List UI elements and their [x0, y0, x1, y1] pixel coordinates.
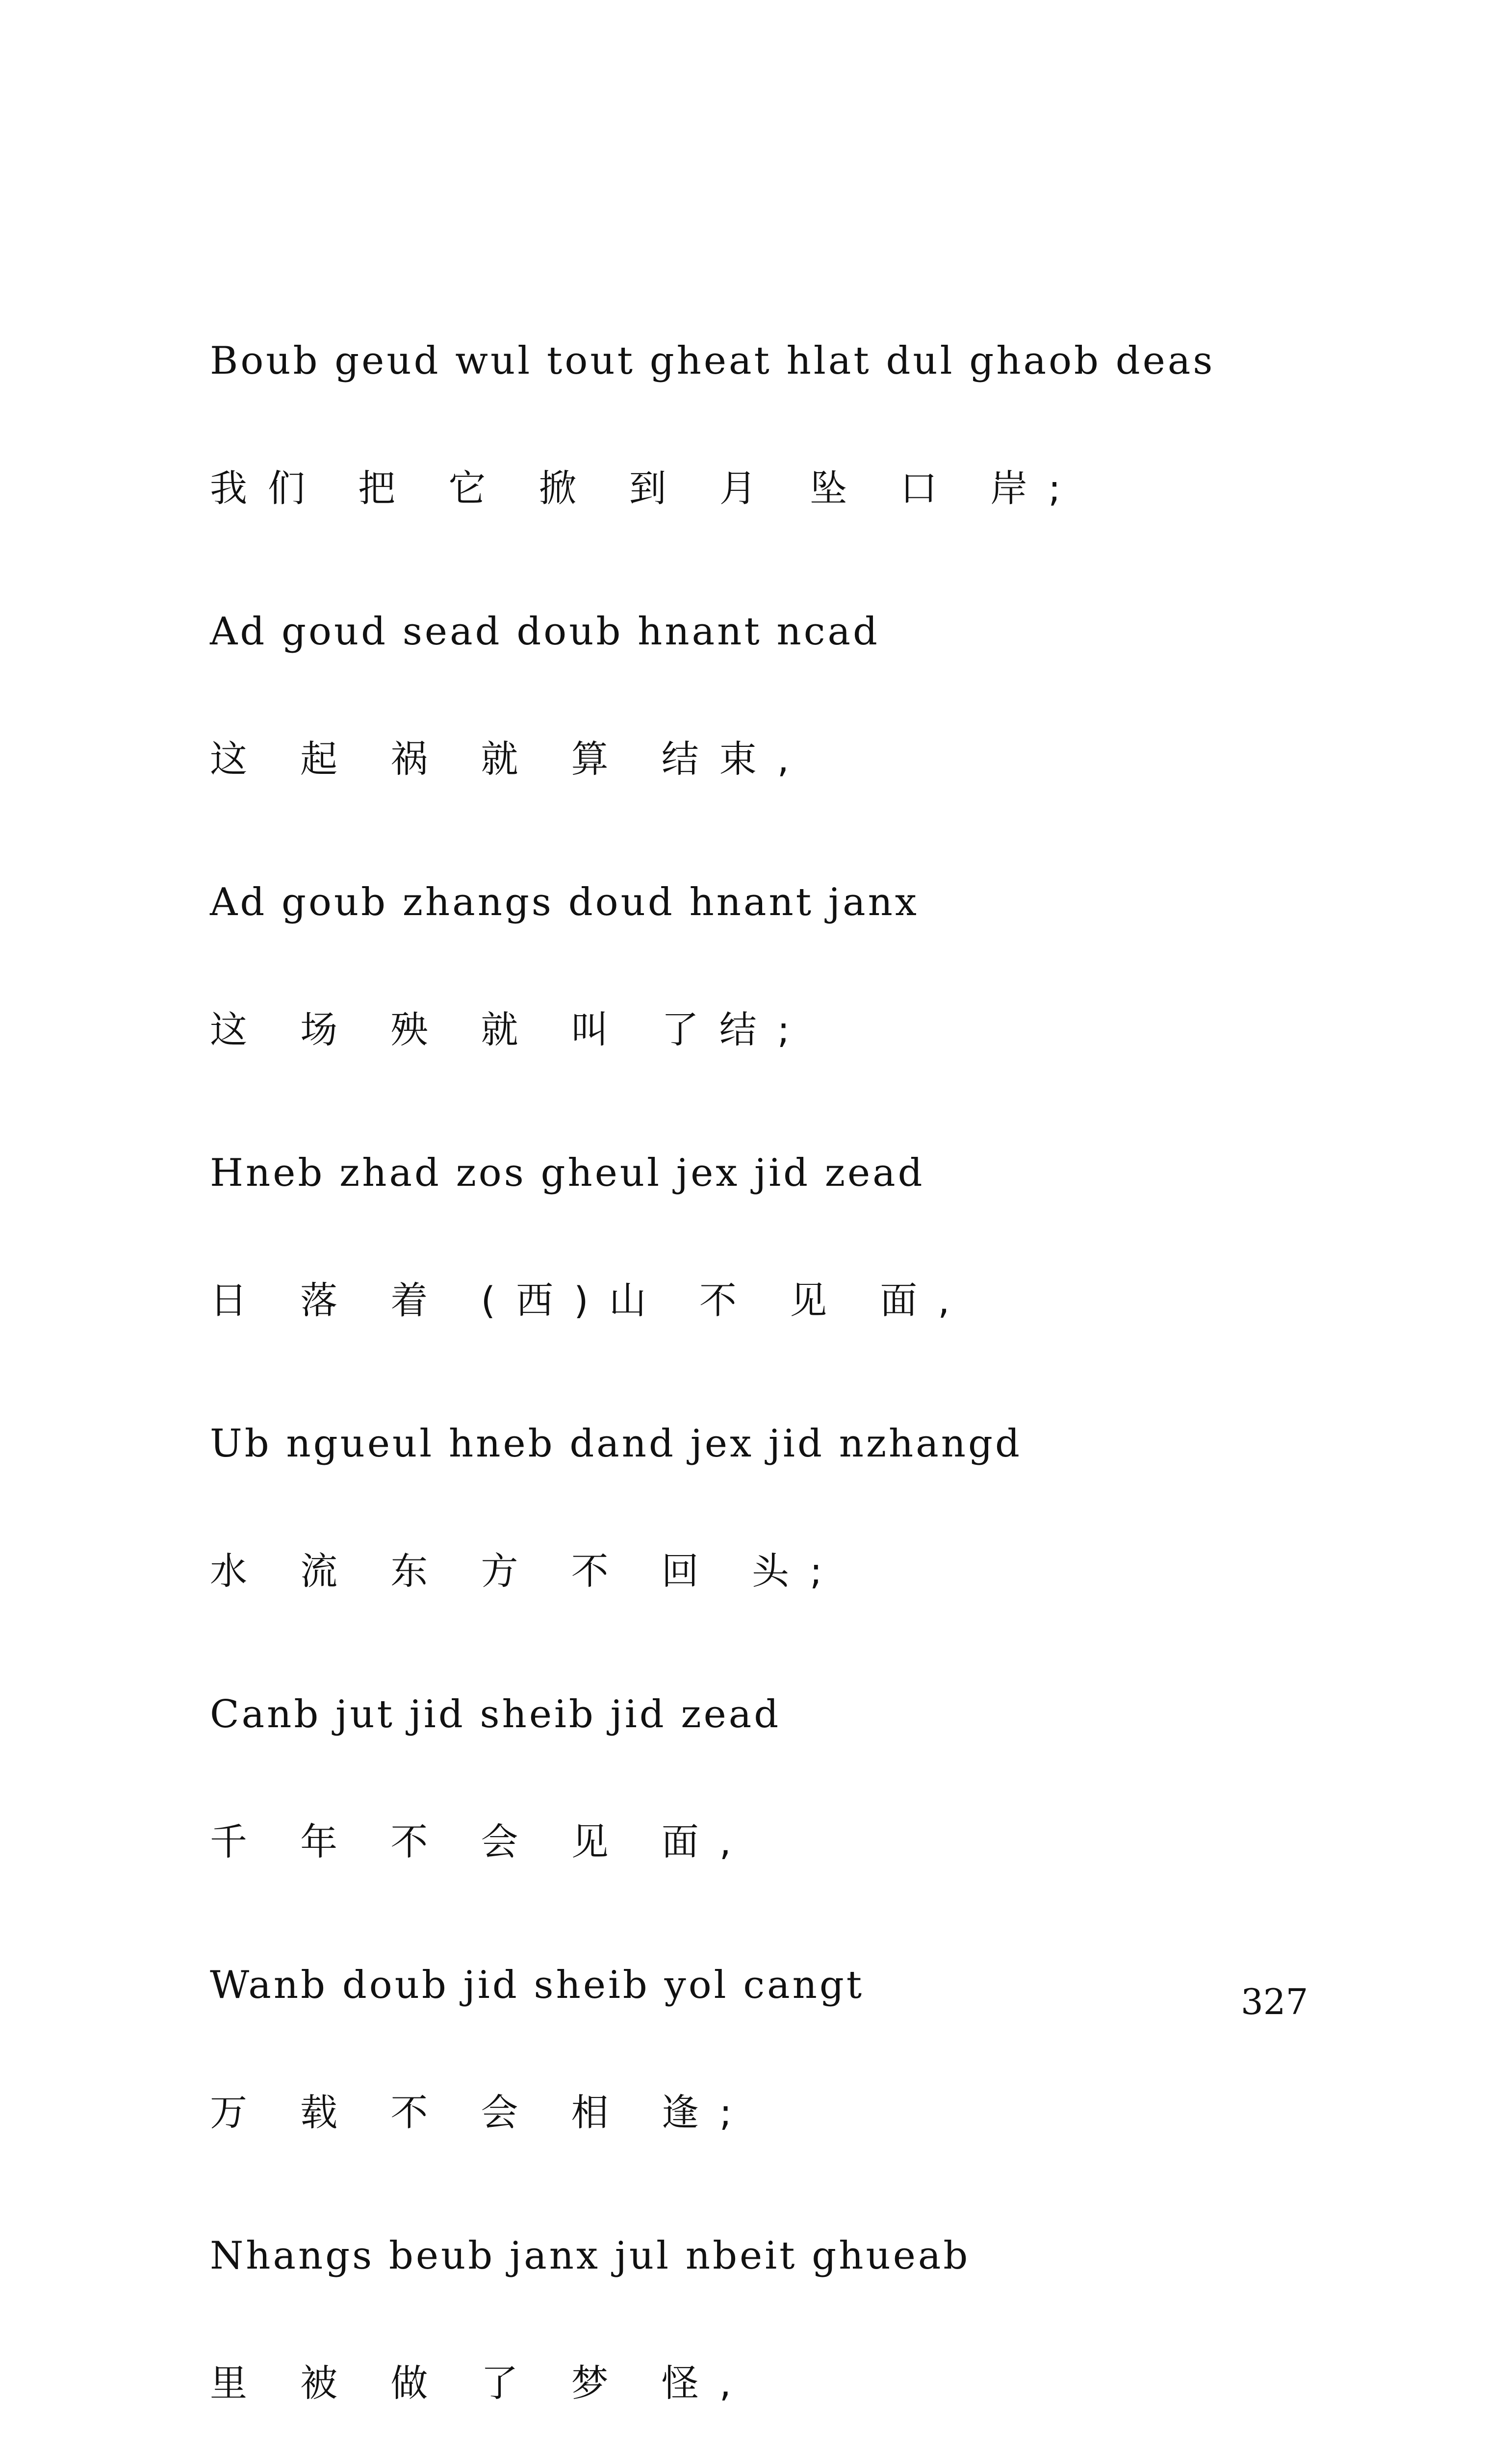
verse-line-romanized: Ad goud sead doub hnant ncad — [210, 610, 880, 654]
verse-line-romanized: Nhangs beub janx jul nbeit ghueab — [210, 2234, 971, 2278]
verse-line-romanized: Boub geud wul tout gheat hlat dul ghaob deas — [210, 339, 1215, 383]
verse-line-romanized: Hneb zhad zos gheul jex jid zead — [210, 1151, 925, 1195]
verse-line-chinese: 这 场 殃 就 叫 了结; — [210, 1008, 811, 1051]
verse-line-romanized: Canb jut jid sheib jid zead — [210, 1692, 781, 1737]
verse-line-romanized: Ub ngueul hneb dand jex jid nzhangd — [210, 1422, 1022, 1466]
verse-line-romanized: Wanb doub jid sheib yol cangt — [210, 1963, 865, 2007]
verse-line-romanized: Ad goub zhangs doud hnant janx — [210, 880, 919, 924]
verse-line-chinese: 日 落 着 (西)山 不 见 面, — [210, 1278, 971, 1322]
verse-line-chinese: 万 载 不 会 相 逢; — [210, 2091, 753, 2134]
verse-line-chinese: 千 年 不 会 见 面, — [210, 1820, 752, 1864]
page-number: 327 — [1241, 1981, 1308, 2022]
verse-line-chinese: 里 被 做 了 梦 怪, — [210, 2361, 752, 2405]
verse-line-chinese: 我们 把 它 掀 到 月 坠 口 岸; — [210, 466, 1081, 510]
bilingual-verse — [210, 324, 1289, 2452]
verse-line-chinese: 这 起 祸 就 算 结束, — [210, 737, 810, 781]
verse-line-chinese: 水 流 东 方 不 回 头; — [210, 1549, 843, 1593]
